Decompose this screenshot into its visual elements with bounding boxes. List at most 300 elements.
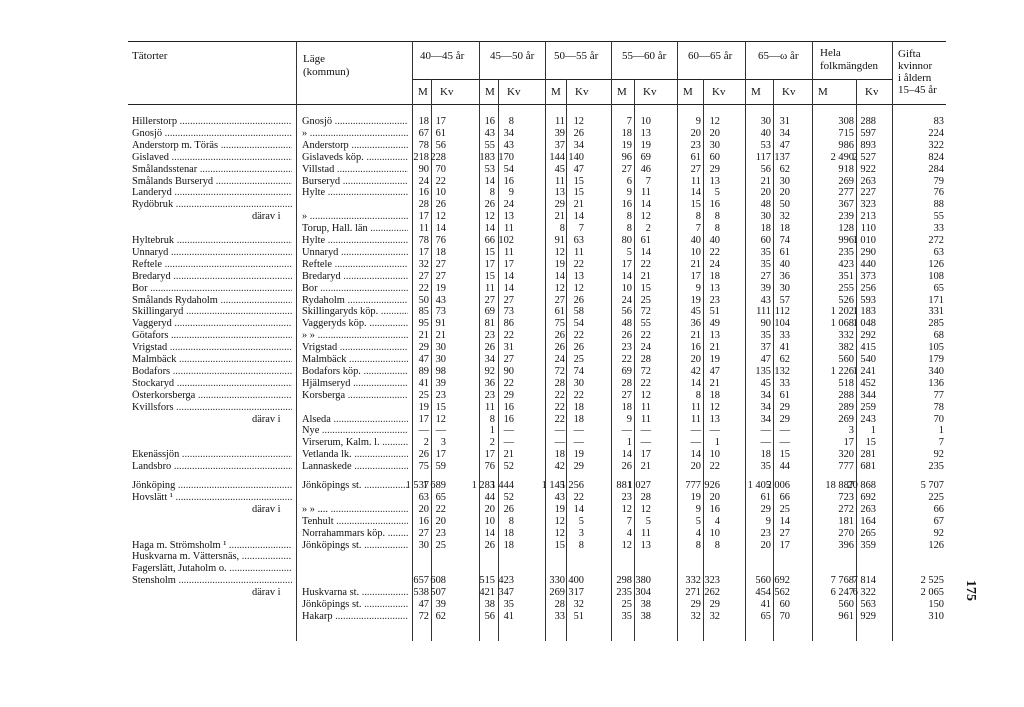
row-value: 18: [503, 527, 514, 539]
row-value: 10: [435, 187, 446, 199]
row-value: 272: [838, 503, 854, 515]
row-value: 11: [418, 223, 429, 235]
row-value: 76: [484, 461, 495, 473]
row-value: 17: [621, 258, 632, 270]
row-value: 10: [640, 116, 651, 127]
row-value: 26: [503, 503, 514, 515]
row-value: 298: [616, 575, 632, 587]
row-value: 111: [756, 306, 771, 318]
row-value: 347: [498, 587, 514, 599]
row-value: 164: [860, 515, 876, 527]
row-value: 27: [554, 294, 565, 306]
row-value: 608: [430, 575, 446, 587]
row-value: 21: [418, 330, 429, 342]
row-value: —: [573, 437, 584, 449]
row-value: 17: [418, 211, 429, 223]
row-value: 281: [860, 449, 876, 461]
row-value: 48: [621, 318, 632, 330]
subheader-kv: Kv: [782, 86, 796, 98]
row-value: 17: [484, 258, 495, 270]
row-value: 70: [779, 610, 790, 622]
row-value: 34: [760, 389, 771, 401]
row-place: Unnaryd .....: [302, 247, 408, 258]
row-place: » » .....: [302, 330, 408, 341]
row-value: 29: [418, 342, 429, 354]
row-value: 73: [435, 306, 446, 318]
row-label: Anderstorp m. Töräs .....: [132, 140, 292, 151]
row-value: 14: [621, 270, 632, 282]
row-value: 13: [503, 211, 514, 223]
row-value: 20: [760, 539, 771, 551]
row-value: 53: [484, 163, 495, 175]
row-value: 317: [568, 587, 584, 599]
row-value: 45: [690, 306, 701, 318]
row-value: 6 247: [830, 587, 854, 599]
row-value: —: [640, 437, 651, 449]
row-value: 17: [418, 413, 429, 425]
row-value: 92: [933, 449, 944, 461]
row-value: 10: [621, 282, 632, 294]
row-value: 288: [838, 389, 854, 401]
row-value: 91: [554, 235, 565, 246]
row-value: 5: [626, 246, 632, 258]
row-label: Unnaryd .....: [132, 247, 292, 258]
row-value: 10: [690, 246, 701, 258]
row-value: 243: [860, 413, 876, 425]
row-value: 2 527: [852, 151, 876, 163]
row-value: 35: [621, 610, 632, 622]
row-value: 24: [554, 354, 565, 365]
row-value: 271: [685, 587, 701, 599]
row-value: 43: [760, 294, 771, 306]
row-value: 52: [503, 491, 514, 503]
row-value: 22: [554, 401, 565, 413]
row-value: 31: [503, 342, 514, 354]
row-value: 22: [418, 282, 429, 294]
row-label: Fagerslätt, Jutaholm o. .....: [132, 563, 292, 574]
row-value: 14: [554, 270, 565, 282]
row-value: 47: [418, 354, 429, 365]
row-value: 22: [435, 503, 446, 515]
row-value: 18: [621, 401, 632, 413]
row-value: 25: [418, 389, 429, 401]
row-value: 351: [838, 270, 854, 282]
row-value: 68: [933, 330, 944, 342]
row-value: 61: [690, 151, 701, 163]
row-value: 26: [418, 449, 429, 461]
row-value: —: [760, 437, 771, 449]
row-label: Jönköping .....: [132, 480, 292, 491]
row-value: 16: [418, 515, 429, 527]
row-value: 15: [640, 282, 651, 294]
row-value: 8: [559, 223, 565, 235]
row-value: 14: [690, 377, 701, 389]
row-value: 19: [418, 401, 429, 413]
row-value: 32: [418, 258, 429, 270]
row-value: 62: [779, 163, 790, 175]
row-value: 269: [549, 587, 565, 599]
row-value: 22: [435, 175, 446, 187]
row-value: 12: [640, 389, 651, 401]
row-value: 8: [626, 223, 632, 235]
row-label: Skillingaryd .....: [132, 306, 292, 317]
row-value: 27: [690, 163, 701, 175]
row-value: 563: [860, 599, 876, 610]
row-value: 52: [503, 461, 514, 473]
row-value: 961: [838, 610, 854, 622]
row-place: Hylte .....: [302, 187, 408, 198]
row-value: 36: [484, 377, 495, 389]
row-value: 18: [573, 401, 584, 413]
row-value: 224: [928, 127, 944, 139]
row-value: 30: [779, 282, 790, 294]
row-value: 340: [928, 365, 944, 377]
row-value: 1 027: [627, 480, 651, 491]
row-value: 21: [573, 199, 584, 211]
row-value: 92: [933, 527, 944, 539]
row-label: Gislaved .....: [132, 152, 292, 163]
row-value: 518: [838, 377, 854, 389]
row-value: 38: [484, 599, 495, 610]
row-label: Österkorsberga .....: [132, 390, 292, 401]
row-value: 929: [860, 610, 876, 622]
row-value: 39: [554, 127, 565, 139]
row-value: 423: [498, 575, 514, 587]
row-label: Rydöbruk .....: [132, 199, 292, 210]
row-value: 332: [685, 575, 701, 587]
subheader-kv: Kv: [575, 86, 589, 98]
row-value: 18: [418, 116, 429, 127]
row-value: 13: [554, 187, 565, 199]
row-value: 12: [621, 503, 632, 515]
row-value: 11: [554, 175, 565, 187]
row-value: 1 444: [490, 480, 514, 491]
row-value: 235: [616, 587, 632, 599]
row-value: 259: [860, 401, 876, 413]
row-value: 22: [640, 377, 651, 389]
row-value: 597: [860, 127, 876, 139]
row-value: 43: [435, 294, 446, 306]
row-value: 96: [621, 151, 632, 163]
row-value: 16: [709, 503, 720, 515]
row-value: 43: [484, 127, 495, 139]
row-value: 12: [435, 413, 446, 425]
row-value: 57: [779, 294, 790, 306]
row-value: 22: [621, 354, 632, 365]
row-value: 8: [714, 539, 720, 551]
header-gifta-2: kvinnor: [898, 60, 933, 72]
row-value: 323: [704, 575, 720, 587]
row-value: 33: [554, 610, 565, 622]
row-value: 256: [860, 282, 876, 294]
row-value: 47: [418, 599, 429, 610]
row-value: 34: [484, 354, 495, 365]
row-value: 61: [640, 235, 651, 246]
row-label: Gnosjö .....: [132, 128, 292, 139]
row-value: 66: [484, 235, 495, 246]
row-value: 60: [779, 599, 790, 610]
row-place: Reftele .....: [302, 259, 408, 270]
row-value: 12: [554, 282, 565, 294]
row-value: 18: [709, 389, 720, 401]
header-tatorter: Tätorter: [132, 50, 168, 62]
row-value: 12: [709, 401, 720, 413]
row-label: Smålands Burseryd .....: [132, 176, 292, 187]
row-value: 12: [709, 116, 720, 127]
row-value: 8: [695, 211, 701, 223]
row-value: 19: [709, 354, 720, 365]
row-value: 16: [418, 187, 429, 199]
row-value: 76: [933, 187, 944, 199]
row-value: 102: [498, 235, 514, 246]
row-value: 893: [860, 139, 876, 151]
row-value: 1 010: [852, 235, 876, 246]
row-value: 22: [503, 330, 514, 342]
row-value: 28: [418, 199, 429, 211]
row-value: 55: [933, 211, 944, 223]
row-value: 183: [479, 151, 495, 163]
row-value: —: [503, 437, 514, 449]
row-value: 26: [484, 342, 495, 354]
row-place: Lannaskede .....: [302, 461, 408, 472]
row-value: 10: [484, 515, 495, 527]
row-value: 304: [635, 587, 651, 599]
row-value: 23: [435, 527, 446, 539]
row-value: 1 256: [560, 480, 584, 491]
row-value: 14: [573, 503, 584, 515]
row-place: Huskvarna st. .....: [302, 587, 408, 598]
row-value: 24: [503, 199, 514, 211]
header-sub-rule: [412, 79, 892, 80]
row-value: 81: [484, 318, 495, 330]
row-place: Vetlanda lk. .....: [302, 449, 408, 460]
row-value: 40: [709, 235, 720, 246]
row-value: 179: [928, 354, 944, 365]
row-value: 29: [709, 599, 720, 610]
row-value: 61: [779, 389, 790, 401]
row-value: 13: [709, 413, 720, 425]
row-value: 91: [435, 318, 446, 330]
row-value: 2 065: [920, 587, 944, 599]
row-value: 55: [640, 318, 651, 330]
row-value: 14: [435, 223, 446, 235]
subheader-m: M: [818, 86, 828, 98]
row-value: 17: [843, 437, 854, 449]
row-value: 12: [573, 116, 584, 127]
row-value: 15: [573, 187, 584, 199]
row-value: 117: [755, 151, 771, 163]
row-value: 83: [933, 116, 944, 127]
row-value: 23: [690, 139, 701, 151]
row-value: 5: [714, 187, 720, 199]
row-value: 16: [709, 199, 720, 211]
row-value: 137: [774, 151, 790, 163]
row-value: 78: [418, 235, 429, 246]
row-value: 11: [690, 413, 701, 425]
row-value: 29: [690, 599, 701, 610]
row-value: 2 525: [920, 575, 944, 587]
row-value: 17: [640, 449, 651, 461]
row-value: —: [554, 437, 565, 449]
row-value: 12: [640, 503, 651, 515]
row-value: 171: [928, 294, 944, 306]
row-value: 14: [484, 175, 495, 187]
row-value: 560: [838, 599, 854, 610]
header-group-1: 40—45 år: [420, 50, 465, 62]
row-value: 17: [484, 449, 495, 461]
row-value: 26: [484, 199, 495, 211]
row-value: 30: [779, 175, 790, 187]
row-value: 27: [503, 294, 514, 306]
row-place: Bodafors köp. .....: [302, 366, 408, 377]
row-label: Bor .....: [132, 283, 292, 294]
row-value: 13: [709, 175, 720, 187]
row-value: 213: [860, 211, 876, 223]
row-value: 996: [838, 235, 854, 246]
row-value: 53: [760, 139, 771, 151]
row-value: 20: [418, 503, 429, 515]
row-label: Kvillsfors .....: [132, 402, 292, 413]
row-value: —: [690, 425, 701, 437]
row-value: 9: [626, 413, 632, 425]
row-value: 27: [503, 354, 514, 365]
row-value: 74: [573, 365, 584, 377]
row-value: 38: [640, 610, 651, 622]
row-value: 35: [760, 246, 771, 258]
row-value: 7: [645, 175, 651, 187]
row-value: 26: [435, 199, 446, 211]
row-value: 290: [860, 246, 876, 258]
row-value: 65: [933, 282, 944, 294]
row-value: 423: [838, 258, 854, 270]
row-value: 34: [760, 401, 771, 413]
subheader-kv: Kv: [865, 86, 879, 98]
row-value: 715: [838, 127, 854, 139]
row-value: 263: [860, 175, 876, 187]
row-label: Stockaryd .....: [132, 378, 292, 389]
row-value: 69: [621, 365, 632, 377]
row-value: 75: [418, 461, 429, 473]
row-value: 70: [933, 413, 944, 425]
row-value: 922: [860, 163, 876, 175]
row-value: 12: [573, 282, 584, 294]
row-value: 1: [938, 425, 944, 437]
row-value: 98: [435, 365, 446, 377]
row-value: 8: [714, 223, 720, 235]
row-value: 13: [640, 127, 651, 139]
row-value: 47: [779, 139, 790, 151]
row-value: 7: [578, 223, 584, 235]
row-value: 14: [484, 527, 495, 539]
row-value: 26: [621, 330, 632, 342]
row-value: 136: [928, 377, 944, 389]
row-value: —: [435, 425, 446, 437]
row-value: 58: [573, 306, 584, 318]
row-label: Landsbro .....: [132, 461, 292, 472]
row-value: 42: [690, 365, 701, 377]
row-value: 20: [690, 354, 701, 365]
row-value: 560: [755, 575, 771, 587]
row-value: 20: [709, 127, 720, 139]
row-value: 29: [779, 413, 790, 425]
row-value: 95: [418, 318, 429, 330]
row-value: 15: [435, 401, 446, 413]
row-value: 12: [640, 211, 651, 223]
row-value: 8: [626, 211, 632, 223]
column-divider-group: [892, 41, 893, 641]
row-value: 61: [760, 491, 771, 503]
row-value: 29: [709, 163, 720, 175]
row-value: 32: [709, 610, 720, 622]
row-value: 21: [554, 211, 565, 223]
row-value: 454: [755, 587, 771, 599]
row-value: 112: [774, 306, 790, 318]
row-value: 25: [779, 503, 790, 515]
row-value: 23: [484, 330, 495, 342]
row-value: 918: [838, 163, 854, 175]
row-value: 11: [554, 116, 565, 127]
row-value: 262: [704, 587, 720, 599]
subheader-m: M: [617, 86, 627, 98]
row-value: 310: [928, 610, 944, 622]
row-value: 322: [928, 139, 944, 151]
row-value: 400: [568, 575, 584, 587]
row-value: 4: [695, 527, 701, 539]
row-value: —: [621, 425, 632, 437]
row-value: 25: [640, 294, 651, 306]
row-value: 21: [640, 270, 651, 282]
row-value: 986: [838, 139, 854, 151]
row-value: 20: [779, 187, 790, 199]
row-value: 90: [503, 365, 514, 377]
row-value: 15: [865, 437, 876, 449]
row-label: Smålands Rydaholm .....: [132, 295, 292, 306]
row-value: 27: [418, 270, 429, 282]
row-value: 227: [860, 187, 876, 199]
row-value: 367: [838, 199, 854, 211]
row-value: 15: [484, 246, 495, 258]
row-value: 235: [928, 461, 944, 473]
row-value: 16: [621, 199, 632, 211]
row-value: 104: [774, 318, 790, 330]
row-value: 36: [690, 318, 701, 330]
column-divider-tatorter: [296, 41, 297, 641]
row-label: Haga m. Strömsholm ¹ .....: [132, 540, 292, 551]
row-value: 43: [554, 491, 565, 503]
row-value: 18: [760, 449, 771, 461]
row-value: 1 241: [852, 365, 876, 377]
row-value: 14: [503, 282, 514, 294]
row-value: 1 283: [471, 480, 495, 491]
row-value: 14: [640, 199, 651, 211]
row-value: 26: [621, 461, 632, 473]
row-value: 39: [435, 599, 446, 610]
row-value: 79: [933, 175, 944, 187]
row-place: » .....: [302, 128, 408, 139]
row-value: 72: [640, 365, 651, 377]
row-value: 12: [484, 211, 495, 223]
row-value: 75: [554, 318, 565, 330]
row-value: 22: [709, 246, 720, 258]
row-value: 11: [690, 401, 701, 413]
row-value: 25: [573, 354, 584, 365]
row-value: 9: [508, 187, 514, 199]
row-value: 63: [573, 235, 584, 246]
row-value: 320: [838, 449, 854, 461]
row-value: 34: [573, 139, 584, 151]
row-value: 16: [503, 401, 514, 413]
row-value: 692: [774, 575, 790, 587]
